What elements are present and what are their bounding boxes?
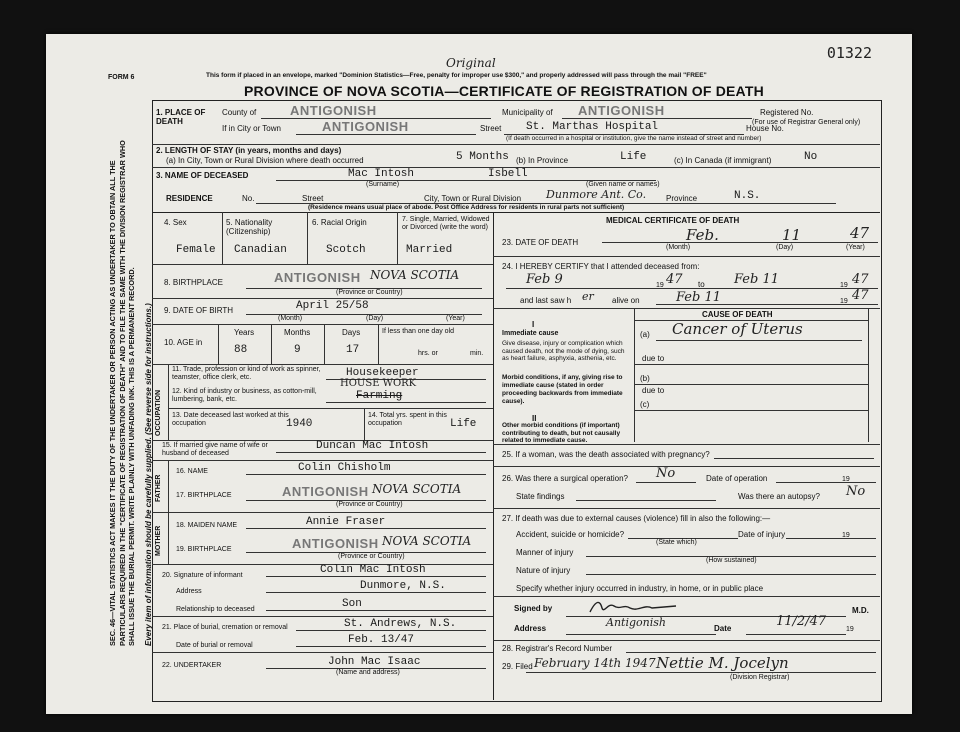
- physician-date-value: 11/2/47: [776, 614, 827, 629]
- cause-of-death-title: CAUSE OF DEATH: [702, 310, 773, 319]
- trade-label: 11. Trade, profession or kind of work as spinner, teamster, office clerk, etc.: [172, 366, 321, 381]
- date-of-injury-label: Date of injury: [738, 530, 786, 539]
- date-of-operation-label: Date of operation: [706, 474, 768, 483]
- signed-by-label: Signed by: [514, 604, 553, 613]
- age-years-label: Years: [234, 328, 255, 337]
- age-hrs-label: hrs. or: [418, 350, 438, 357]
- birthplace-hand: NOVA SCOTIA: [370, 268, 460, 282]
- mother-birthplace-hand: NOVA SCOTIA: [382, 534, 472, 548]
- death-certificate: [46, 34, 912, 714]
- mother-birthplace-caption: (Province or Country): [338, 553, 405, 560]
- undertaker-value: John Mac Isaac: [328, 656, 421, 668]
- municipality-value: ANTIGONISH: [578, 103, 665, 118]
- house-no-label: House No.: [746, 124, 784, 133]
- physician-date-label: Date: [714, 624, 732, 633]
- cause-roman-1: I: [532, 320, 535, 329]
- age-label: 10. AGE in: [164, 338, 203, 347]
- trade-value: Housekeeper: [346, 367, 419, 379]
- nationality-label: 5. Nationality (Citizenship): [226, 218, 273, 236]
- death-month-caption: (Month): [666, 244, 691, 251]
- nationality-value: Canadian: [234, 244, 287, 256]
- county-value: ANTIGONISH: [290, 103, 377, 118]
- death-year-caption: (Year): [846, 244, 865, 251]
- date-of-death-month: Feb.: [686, 226, 719, 244]
- specify-injury-label: Specify whether injury occurred in industry, in home, or in public place: [516, 584, 764, 593]
- cause-b-label: (b): [640, 374, 650, 383]
- q28-label: 28. Registrar's Record Number: [502, 644, 613, 653]
- stay-a-label: (a) In City, Town or Rural Division where death occurred: [166, 156, 364, 165]
- last-worked-label: 13. Date deceased last worked at this occupation: [172, 412, 289, 427]
- father-birthplace-caption: (Province or Country): [336, 501, 403, 508]
- operation-19: 19: [842, 476, 850, 483]
- accident-label: Accident, suicide or homicide?: [516, 530, 625, 539]
- autopsy-value: No: [846, 484, 866, 499]
- marital-status-value: Married: [406, 244, 453, 256]
- informant-signature-value: Colin Mac Intosh: [320, 564, 426, 576]
- mother-maiden-value: Annie Fraser: [306, 516, 386, 528]
- given-caption: (Given name or names): [586, 181, 660, 188]
- residence-note: (Residence means usual place of abode. Post Office Address for residents in rural parts not sufficient): [308, 204, 625, 211]
- physician-signature: [586, 596, 706, 618]
- county-label: County of: [222, 108, 257, 117]
- attended-to-19: 19: [840, 282, 848, 289]
- immediate-cause-note: Give disease, injury or complication which caused death, not the mode of dying, such as heart failure, asphyxia, asthenia, etc.: [502, 340, 625, 362]
- father-birthplace-hand: NOVA SCOTIA: [372, 482, 462, 496]
- father-birthplace-label: 17. BIRTHPLACE: [176, 492, 232, 499]
- due-to-label-1: due to: [642, 354, 665, 363]
- industry-label: 12. Kind of industry or business, as cotton-mill, lumbering, bank, etc.: [172, 388, 317, 403]
- attended-to-label: to: [698, 280, 705, 289]
- informant-signature-label: 20. Signature of informant: [162, 572, 243, 579]
- autopsy-label: Was there an autopsy?: [738, 492, 820, 501]
- informant-address-value: Dunmore, N.S.: [360, 580, 446, 592]
- age-under-day-label: If less than one day old: [382, 328, 454, 335]
- other-conditions-label: Other morbid conditions (if important) contributing to death, but not causally related to immediate cause.: [502, 422, 621, 444]
- manner-of-injury-label: Manner of injury: [516, 548, 574, 557]
- deceased-given-name: Isbell: [488, 168, 528, 180]
- envelope-note: This form if placed in an envelope, marked "Dominion Statistics—Free, penalty for improper use $300," and properly addressed will pass through the mail "FREE": [206, 72, 707, 79]
- page-title: PROVINCE OF NOVA SCOTIA—CERTIFICATE OF REGISTRATION OF DEATH: [244, 83, 764, 99]
- residence-street-label: Street: [302, 194, 324, 203]
- burial-place-value: St. Andrews, N.S.: [344, 618, 457, 630]
- father-birthplace-stamp: ANTIGONISH: [282, 484, 369, 499]
- document-number: 01322: [826, 44, 872, 62]
- spouse-label: 15. If married give name of wife or husband of deceased: [162, 442, 268, 457]
- side-instruction: SEC. 46—VITAL STATISTICS ACT MAKES IT THE DUTY OF THE UNDERTAKER OR PERSON ACTING AS UNDERTAKER TO OBTAIN ALL THE PARTICULARS REQUIRED IN THE "CERTIFICATE OF REGISTRATION OF DEATH" AND TO FILE THE SAME WITH THE DIVISION REGISTRAR WHO SHALL ISSUE THE BURIAL PERMIT. WRITE PLAINLY WITH UNFADING INK. THIS IS A PERMANENT RECORD.: [108, 140, 136, 646]
- last-saw-year: 47: [852, 288, 869, 303]
- age-min-label: min.: [470, 350, 484, 357]
- attended-to-year: 47: [852, 272, 869, 287]
- birthplace-label: 8. BIRTHPLACE: [164, 278, 223, 287]
- surname-caption: (Surname): [366, 181, 400, 188]
- birthplace-caption: (Province or Country): [336, 289, 403, 296]
- informant-address-label: Address: [176, 588, 202, 595]
- q27-label: 27. If death was due to external causes (violence) fill in also the following:—: [502, 514, 771, 523]
- industry-struck-value: Farming: [356, 390, 403, 402]
- dob-year-caption: (Year): [446, 315, 465, 322]
- last-saw-pronoun: er: [582, 290, 594, 303]
- date-of-death-label: 23. DATE OF DEATH: [502, 238, 579, 247]
- mother-birthplace-stamp: ANTIGONISH: [292, 536, 379, 551]
- sex-label: 4. Sex: [164, 218, 187, 227]
- age-days-value: 17: [346, 344, 360, 356]
- father-name-value: Colin Chisholm: [298, 462, 391, 474]
- attended-from-19: 19: [656, 282, 664, 289]
- racial-origin-label: 6. Racial Origin: [312, 218, 367, 227]
- mother-maiden-label: 18. MAIDEN NAME: [176, 522, 238, 529]
- last-saw-19: 19: [840, 298, 848, 305]
- morbid-conditions-label: Morbid conditions, if any, giving rise to immediate cause (stated in order proceeding backwards from immediate cause).: [502, 374, 623, 405]
- q25-label: 25. If a woman, was the death associated with pregnancy?: [502, 450, 710, 459]
- dob-label: 9. DATE OF BIRTH: [164, 306, 234, 315]
- state-findings-label: State findings: [516, 492, 565, 501]
- stay-a-value: 5 Months: [456, 151, 509, 163]
- stay-b-value: Life: [620, 151, 647, 163]
- residence-city-label: City, Town or Rural Division: [424, 194, 522, 203]
- undertaker-label: 22. UNDERTAKER: [162, 662, 222, 669]
- cause-roman-2: II: [532, 414, 537, 423]
- last-saw-label: and last saw h: [520, 296, 572, 305]
- municipality-label: Municipality of: [502, 108, 553, 117]
- side-instruction-2: Every item of information should be carefully supplied. (See reverse side for instructions.): [144, 303, 153, 646]
- cause-a-label: (a): [640, 330, 650, 339]
- burial-place-label: 21. Place of burial, cremation or removal: [162, 624, 288, 631]
- physician-address-value: Antigonish: [606, 616, 666, 629]
- marital-status-label: 7. Single, Married, Widowed or Divorced (write the word): [402, 216, 490, 231]
- cause-c-label: (c): [640, 400, 650, 409]
- death-day-caption: (Day): [776, 244, 794, 251]
- q29-label: 29. Filed: [502, 662, 533, 671]
- undertaker-caption: (Name and address): [336, 669, 400, 676]
- residence-province-value: N.S.: [734, 190, 761, 202]
- certify-label: 24. I HEREBY CERTIFY that I attended deceased from:: [502, 262, 700, 271]
- residence-no-label: No.: [242, 194, 255, 203]
- original-mark: Original: [446, 56, 496, 70]
- dob-day-caption: (Day): [366, 315, 384, 322]
- residence-city-value: Dunmore Ant. Co.: [546, 188, 647, 201]
- spouse-value: Duncan Mac Intosh: [316, 440, 429, 452]
- attended-to: Feb 11: [734, 272, 779, 287]
- form-number: FORM 6: [108, 74, 135, 81]
- last-saw-alive-label: alive on: [612, 296, 640, 305]
- mother-side-label: MOTHER: [155, 525, 162, 556]
- stay-c-label: (c) In Canada (if immigrant): [674, 156, 772, 165]
- father-name-label: 16. NAME: [176, 468, 208, 475]
- injury-19: 19: [842, 532, 850, 539]
- medical-certificate-title: MEDICAL CERTIFICATE OF DEATH: [606, 216, 740, 225]
- last-saw-date: Feb 11: [676, 290, 721, 305]
- filed-date: February 14th 1947: [534, 656, 656, 670]
- cause-a-value: Cancer of Uterus: [672, 320, 803, 338]
- date-of-death-day: 11: [782, 226, 802, 244]
- occupation-side-label: OCCUPATION: [155, 389, 162, 436]
- burial-date-label: Date of burial or removal: [176, 642, 253, 649]
- stay-c-value: No: [804, 151, 818, 163]
- burial-date-value: Feb. 13/47: [348, 634, 415, 646]
- industry-hand-value: HOUSE WORK: [340, 378, 417, 389]
- due-to-label-2: due to: [642, 386, 665, 395]
- sex-value: Female: [176, 244, 216, 256]
- dob-value: April 25/58: [296, 300, 369, 312]
- stay-b-label: (b) In Province: [516, 156, 569, 165]
- mother-birthplace-label: 19. BIRTHPLACE: [176, 546, 232, 553]
- registered-no-label: Registered No.: [760, 108, 814, 117]
- residence-province-label: Province: [666, 194, 698, 203]
- relationship-label: Relationship to deceased: [176, 606, 255, 613]
- street-value: St. Marthas Hospital: [526, 121, 659, 133]
- birthplace-stamp: ANTIGONISH: [274, 270, 361, 285]
- physician-date-19: 19: [846, 626, 854, 633]
- state-which-caption: (State which): [656, 539, 697, 546]
- attended-from-year: 47: [666, 272, 683, 287]
- immediate-cause-label: Immediate cause: [502, 330, 559, 337]
- length-of-stay-label: 2. LENGTH OF STAY (in years, months and days): [156, 146, 342, 155]
- q26-label: 26. Was there a surgical operation?: [502, 474, 628, 483]
- deceased-name-label: 3. NAME OF DECEASED: [156, 171, 249, 180]
- date-of-death-year: 47: [850, 224, 870, 242]
- age-months-label: Months: [284, 328, 311, 337]
- dob-month-caption: (Month): [278, 315, 303, 322]
- registrar-caption: (Division Registrar): [730, 674, 790, 681]
- street-label: Street: [480, 124, 502, 133]
- age-days-label: Days: [342, 328, 361, 337]
- physician-address-label: Address: [514, 624, 547, 633]
- deceased-surname: Mac Intosh: [348, 168, 415, 180]
- total-years-value: Life: [450, 418, 477, 430]
- registrar-note: (For use of Registrar General only): [752, 119, 861, 126]
- age-months-value: 9: [294, 344, 301, 356]
- how-sustained-caption: (How sustained): [706, 557, 757, 564]
- registrar-signature: Nettie M. Jocelyn: [656, 654, 789, 672]
- relationship-value: Son: [342, 598, 362, 610]
- father-side-label: FATHER: [155, 474, 162, 502]
- total-years-label: 14. Total yrs. spent in this occupation: [368, 412, 447, 427]
- hospital-note: (If death occurred in a hospital or institution, give the name instead of street and number): [506, 135, 762, 142]
- racial-origin-value: Scotch: [326, 244, 366, 256]
- place-of-death-label: 1. PLACE OF DEATH: [156, 108, 206, 126]
- nature-of-injury-label: Nature of injury: [516, 566, 571, 575]
- attended-from: Feb 9: [526, 272, 563, 287]
- q26-value: No: [656, 466, 676, 481]
- md-label: M.D.: [852, 606, 869, 615]
- residence-label: RESIDENCE: [166, 194, 213, 203]
- city-label: If in City or Town: [222, 124, 281, 133]
- last-worked-value: 1940: [286, 418, 313, 430]
- age-years-value: 88: [234, 344, 248, 356]
- city-value: ANTIGONISH: [322, 119, 409, 134]
